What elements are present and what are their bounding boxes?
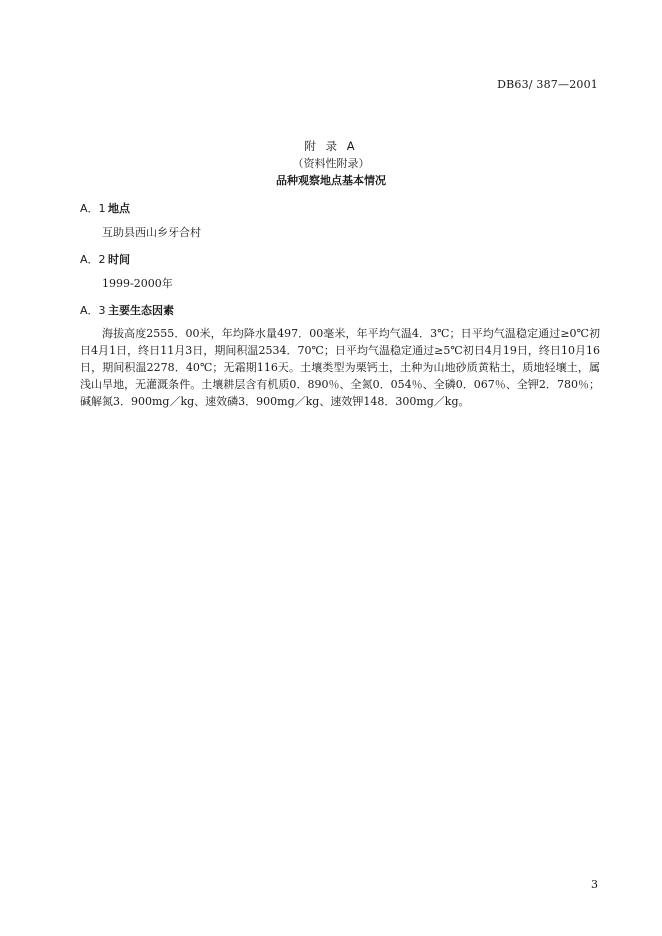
section-heading-a3 bbox=[80, 302, 174, 318]
section-heading-a1 bbox=[80, 200, 130, 216]
section-title: 主要生态因素 bbox=[108, 304, 174, 317]
section-number: A．3 bbox=[80, 304, 106, 317]
section-title: 时间 bbox=[108, 253, 130, 266]
standard-code: DB63/ 387—2001 bbox=[497, 78, 598, 91]
section-title: 地点 bbox=[108, 202, 130, 215]
section-body-a1: 互助县西山乡牙合村 bbox=[102, 226, 201, 239]
appendix-title: 附 录 A bbox=[304, 139, 358, 153]
section-number: A．1 bbox=[80, 202, 106, 215]
section-body-a2: 1999-2000年 bbox=[102, 277, 173, 290]
section-number: A．2 bbox=[80, 253, 106, 266]
appendix-subtitle: 品种观察地点基本情况 bbox=[276, 174, 386, 187]
appendix-type: （资料性附录） bbox=[292, 157, 370, 170]
section-body-a3: 海拔高度2555．00米，年均降水量497．00毫米，年平均气温4．3℃；日平均气温稳定通过≥0℃初日4月1日，终日11月3日，期间积温2534．70℃；日平均气温稳定通过≥5℃初日4月19日，终日10月16日，期间积温2278．40℃；无霜期116天。土壤类型为栗钙土，土种为山地砂质黄粘土，质地轻壤土，属浅山旱地，无灌溉条件。土壤耕层含有机质0．890％、全氮0．054％、全磷0．067％、全钾2．780％；碱解氮3．900mg／kg、速效磷3．900mg／kg、速效钾148．300mg／kg。 bbox=[80, 327, 600, 408]
page-number: 3 bbox=[591, 878, 598, 891]
section-heading-a2 bbox=[80, 251, 130, 267]
